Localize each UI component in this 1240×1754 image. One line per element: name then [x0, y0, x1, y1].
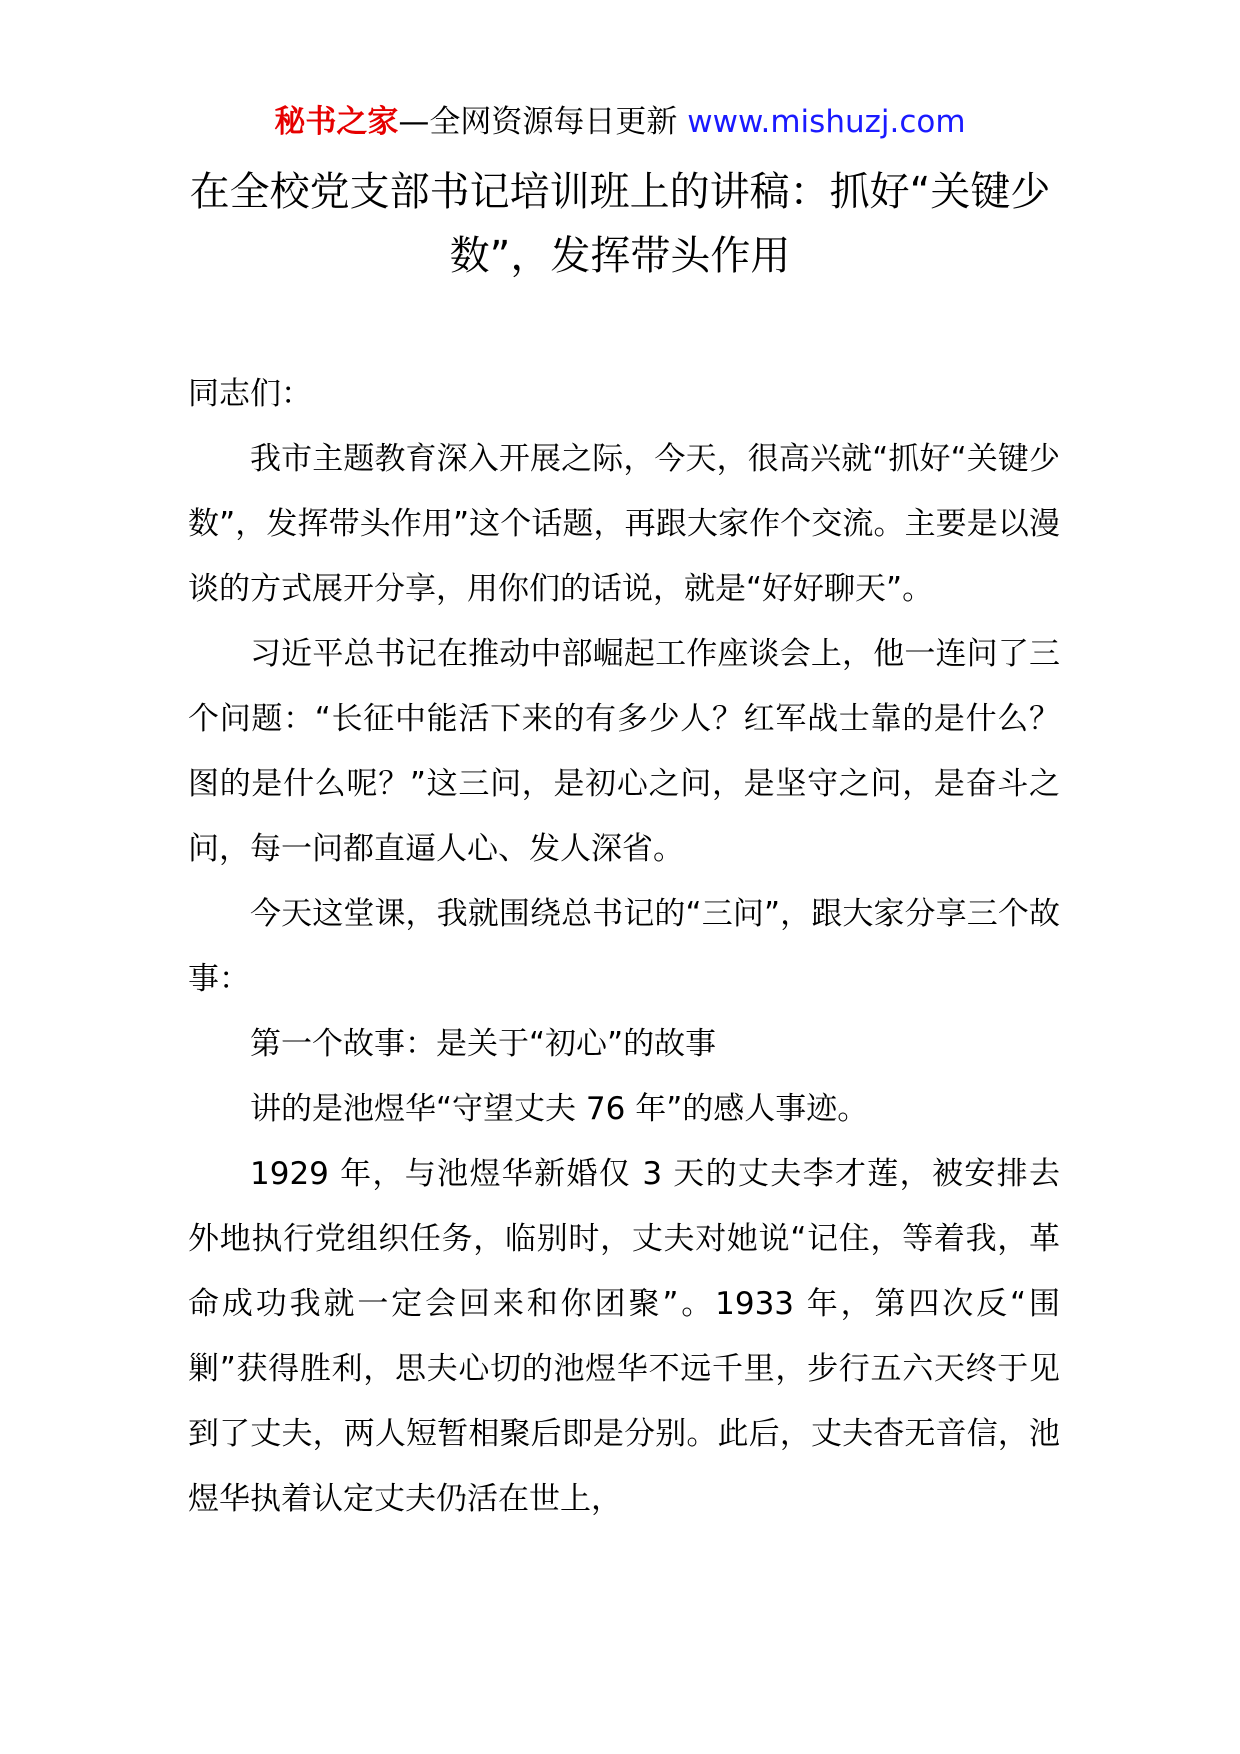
document-body: [188, 362, 1060, 1532]
site-brand: 秘书之家: [274, 104, 399, 140]
document-title: 在全校党支部书记培训班上的讲稿：抓好“关键少数”，发挥带头作用: [189, 169, 1051, 279]
paragraph: 习近平总书记在推动中部崛起工作座谈会上，他一连问了三个问题：“长征中能活下来的有多少人？红军战士靠的是什么？图的是什么呢？”这三问，是初心之问，是坚守之问，是奋斗之问，每一问都直逼人心、发人深省。: [188, 636, 1060, 867]
paragraph: 讲的是池煜华“守望丈夫 76 年”的感人事迹。: [250, 1091, 869, 1127]
site-url-link[interactable]: www.mishuzj.com: [687, 104, 966, 140]
paragraph: 今天这堂课，我就围绕总书记的“三问”，跟大家分享三个故事：: [188, 896, 1060, 997]
section-heading: 第一个故事：是关于“初心”的故事: [250, 1026, 717, 1062]
site-header: [0, 100, 1240, 144]
paragraph: 1929 年，与池煜华新婚仅 3 天的丈夫李才莲，被安排去外地执行党组织任务，临别时，丈夫对她说“记住，等着我，革命成功我就一定会回来和你团聚”。1933 年，第四次反“围剿”获得胜利，思夫心切的池煜华不远千里，步行五六天终于见到了丈夫，两人短暂相聚后即是分别。此后，丈夫杳无音信，池煜华执着认定丈夫仍活在世上，: [188, 1156, 1060, 1517]
site-tagline: —全网资源每日更新: [398, 104, 688, 140]
paragraph: 我市主题教育深入开展之际，今天，很高兴就“抓好“关键少数”，发挥带头作用”这个话题，再跟大家作个交流。主要是以漫谈的方式展开分享，用你们的话说，就是“好好聊天”。: [188, 441, 1060, 607]
salutation: 同志们：: [188, 376, 312, 412]
